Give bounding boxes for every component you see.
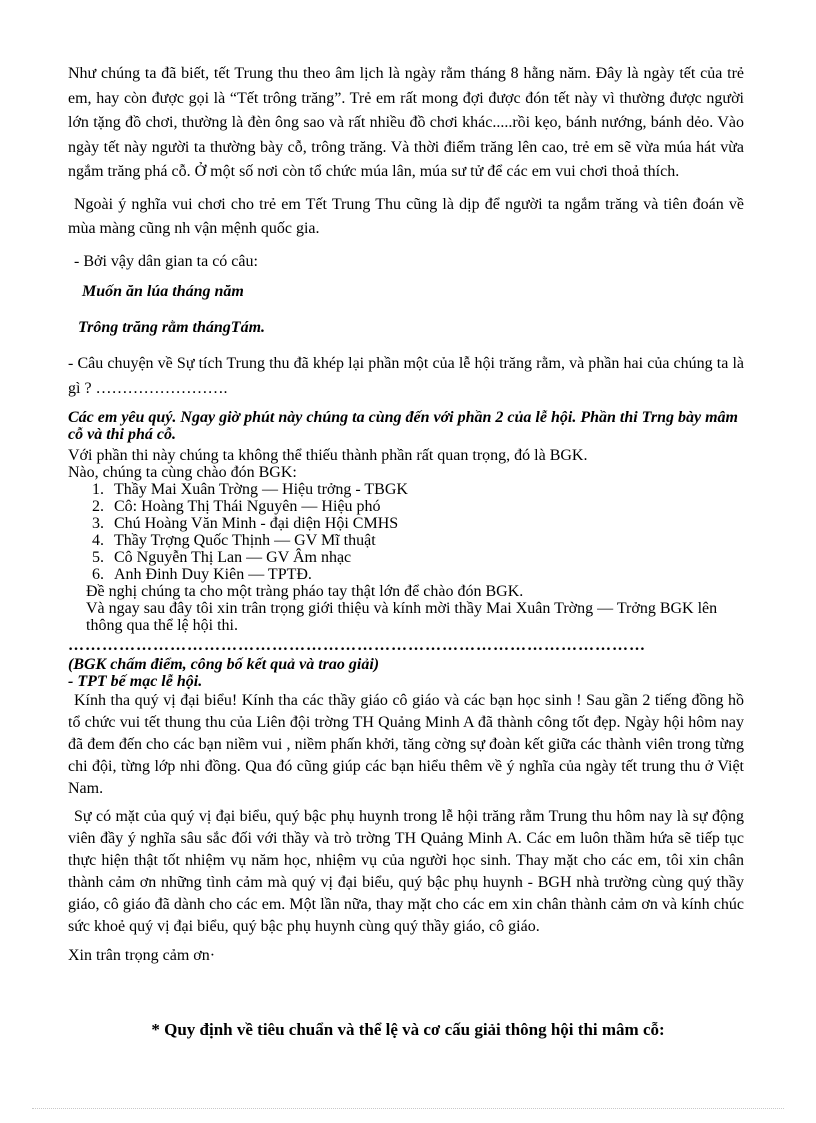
judge-item: 5. Cô Nguyễn Thị Lan — GV Âm nhạc xyxy=(108,549,744,566)
verse-line-2: Trông trăng rằm thángTám. xyxy=(78,319,266,336)
bgk-welcome-line: Nào, chúng ta cùng chào đón BGK: xyxy=(68,464,297,481)
saying-intro: - Bởi vậy dân gian ta có câu: xyxy=(74,252,258,270)
closing-heading: - TPT bế mạc lễ hội. xyxy=(68,673,203,690)
judge-item: 2. Cô: Hoàng Thị Thái Nguyên — Hiệu phó xyxy=(108,498,744,515)
awards-heading: (BGK chấm điểm, công bố kết quả và trao giải) xyxy=(68,656,380,673)
judge-item: 4. Thầy Trợng Quốc Thịnh — GV Mĩ thuật xyxy=(108,532,744,549)
judges-list xyxy=(68,481,744,583)
verse-line-1: Muốn ăn lúa tháng năm xyxy=(82,283,244,300)
dotted-separator: ………………………………………………………………………………………… xyxy=(68,640,646,652)
intro-paragraph: Như chúng ta đã biết, tết Trung thu theo âm lịch là ngày rằm tháng 8 hằng năm. Đây là ngày tết của trẻ em, hay còn được gọi là “Tết trông trăng”. Trẻ em rất mong đợi được đón tết này vì thường được người lớn tặng đồ chơi, thường là đèn ông sao và rất nhiều đồ chơi khác.....rồi kẹo, bánh nướng, bánh dẻo. Vào ngày tết này người ta thường bày cỗ, trông trăng. Và thời điểm trăng lên cao, trẻ em sẽ vừa múa hát vừa ngắm trăng phá cỗ. Ở một số nơi còn tổ chức múa lân, múa sư tử để các em vui chơi thoả thích. xyxy=(68,65,744,180)
rules-heading: * Quy định về tiêu chuẩn và thể lệ và cơ cấu giải thông hội thi mâm cỗ: xyxy=(151,1020,665,1039)
judge-item: 6. Anh Đinh Duy Kiên — TPTĐ. xyxy=(108,566,744,583)
judge-item: 1. Thầy Mai Xuân Trờng — Hiệu trởng - TBGK xyxy=(108,481,744,498)
invite-line: Và ngay sau đây tôi xin trân trọng giới thiệu và kính mời thầy Mai Xuân Trờng — Trởng BGK lên thông qua thể lệ hội thi. xyxy=(86,600,718,634)
page-bottom-divider xyxy=(32,1108,784,1109)
bgk-importance-line: Với phần thi này chúng ta không thể thiếu thành phần rất quan trọng, đó là BGK. xyxy=(68,447,588,464)
story-transition-paragraph: - Câu chuyện về Sự tích Trung thu đã khép lại phần một của lễ hội trăng rằm, và phần hai của chúng ta là gì ? ……………………. xyxy=(68,355,744,397)
part2-intro: Các em yêu quý. Ngay giờ phút này chúng ta cùng đến với phần 2 của lễ hội. Phần thi Trng bày mâm cỗ và thi phá cỗ. xyxy=(68,409,738,443)
judge-item: 3. Chú Hoàng Văn Minh - đại diện Hội CMHS xyxy=(108,515,744,532)
document-page xyxy=(68,62,744,976)
meaning-paragraph: Ngoài ý nghĩa vui chơi cho trẻ em Tết Trung Thu cũng là dịp để người ta ngắm trăng và tiên đoán về mùa màng cũng nh vận mệnh quốc gia. xyxy=(68,195,744,237)
thanks-line: Xin trân trọng cảm ơn· xyxy=(68,947,216,964)
closing-speech-paragraph-2: Sự có mặt của quý vị đại biểu, quý bậc phụ huynh trong lễ hội trăng rằm Trung thu hôm nay là sự động viên đầy ý nghĩa sâu sắc đối với thầy và trò trờng TH Quảng Minh A. Các em luôn thầm hứa sẽ tiếp tục thực hiện thật tốt nhiệm vụ năm học, nhiệm vụ của người học sinh. Thay mặt cho các em, tôi xin chân thành cảm ơn những tình cảm mà quý vị đại biểu, quý bậc phụ huynh - BGH nhà trường cùng quý thầy giáo, cô giáo đã dành cho các em. Một lần nữa, thay mặt cho các em xin chân thành cảm ơn và kính chúc sức khoẻ quý vị đại biểu, quý bậc phụ huynh cùng quý thầy giáo, cô giáo. xyxy=(68,808,744,935)
closing-speech-paragraph-1: Kính tha quý vị đại biểu! Kính tha các thầy giáo cô giáo và các bạn học sinh ! Sau gần 2 tiếng đồng hồ tổ chức vui tết thung thu của Liên đội trờng TH Quảng Minh A đã thành công tốt đẹp. Ngày hội hôm nay đã đem đến cho các bạn niềm vui , niềm phấn khởi, tăng cờng sự đoàn kết giữa các thành viên trong từng chi đội, từng lớp nhi đồng. Qua đó cũng giúp các bạn hiểu thêm về ý nghĩa của ngày tết trung thu ở Việt Nam. xyxy=(68,692,744,797)
applause-line: Đề nghị chúng ta cho một tràng pháo tay thật lớn để chào đón BGK. xyxy=(86,583,524,600)
